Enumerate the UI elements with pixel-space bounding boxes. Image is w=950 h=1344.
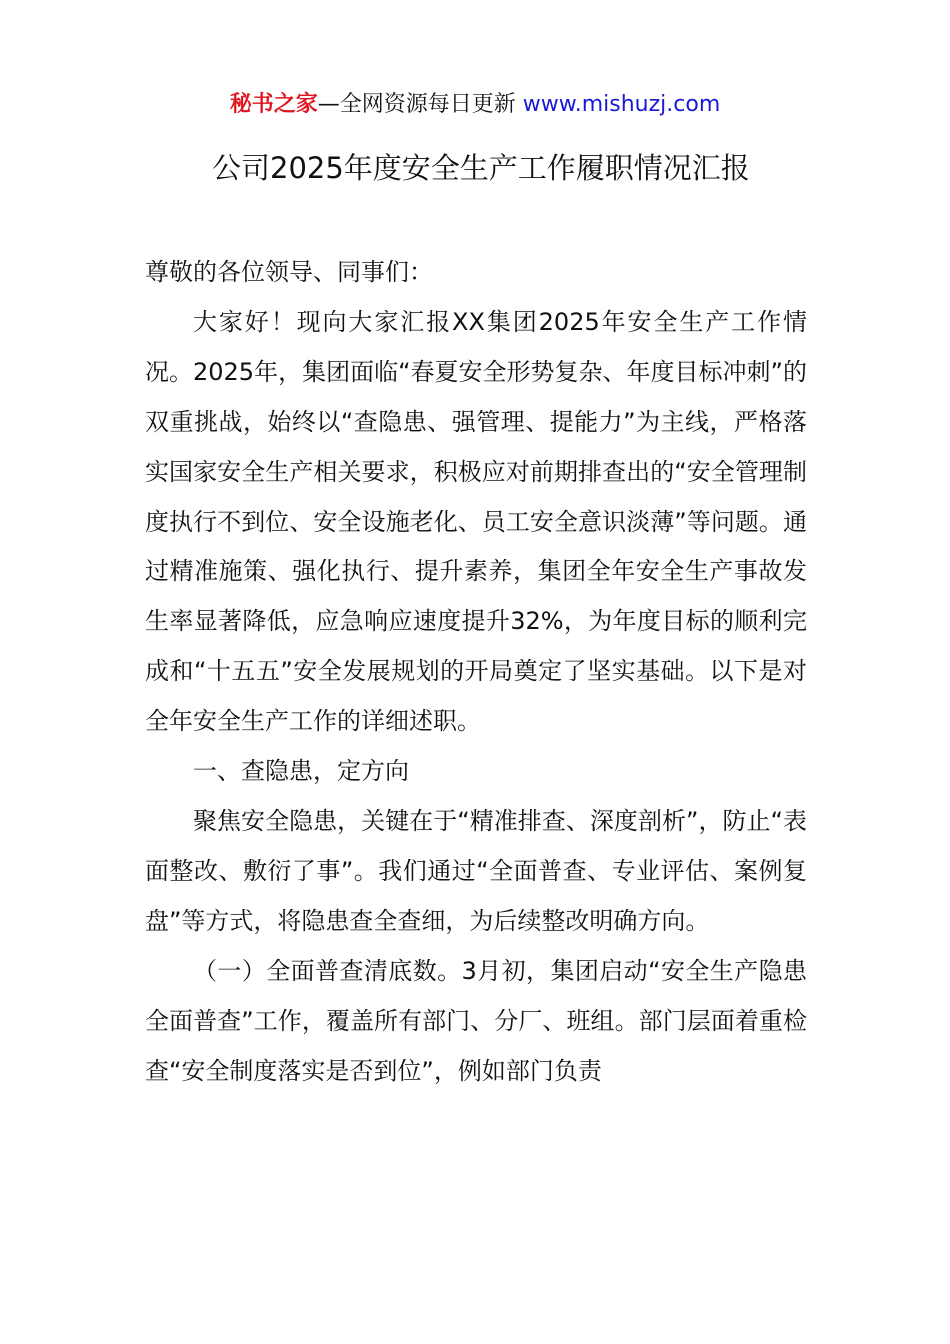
paragraph-subsection-1: （一）全面普查清底数。3月初，集团启动“安全生产隐患全面普查”工作，覆盖所有部门、分厂、班组。部门层面着重检查“安全制度落实是否到位”，例如部门负责 xyxy=(145,956,807,1085)
site-brand: 秘书之家 xyxy=(229,92,318,117)
site-header xyxy=(0,88,950,122)
site-tagline: —全网资源每日更新 xyxy=(317,92,523,117)
paragraph-section-1: 聚焦安全隐患，关键在于“精准排查、深度剖析”，防止“表面整改、敷衍了事”。我们通过“全面普查、专业评估、案例复盘”等方式，将隐患查全查细，为后续整改明确方向。 xyxy=(145,806,807,935)
document-body xyxy=(145,248,807,1096)
section-heading-1: 一、查隐患，定方向 xyxy=(193,757,409,786)
paragraph-intro: 大家好！现向大家汇报XX集团2025年安全生产工作情况。2025年，集团面临“春夏安全形势复杂、年度目标冲刺”的双重挑战，始终以“查隐患、强管理、提能力”为主线，严格落实国家安全生产相关要求，积极应对前期排查出的“安全管理制度执行不到位、安全设施老化、员工安全意识淡薄”等问题。通过精准施策、强化执行、提升素养，集团全年安全生产事故发生率显著降低，应急响应速度提升32%，为年度目标的顺利完成和“十五五”安全发展规划的开局奠定了坚实基础。以下是对全年安全生产工作的详细述职。 xyxy=(145,307,807,736)
salutation: 尊敬的各位领导、同事们： xyxy=(145,258,433,286)
site-url-link[interactable]: www.mishuzj.com xyxy=(522,92,721,117)
document-title: 公司2025年度安全生产工作履职情况汇报 xyxy=(212,151,750,185)
